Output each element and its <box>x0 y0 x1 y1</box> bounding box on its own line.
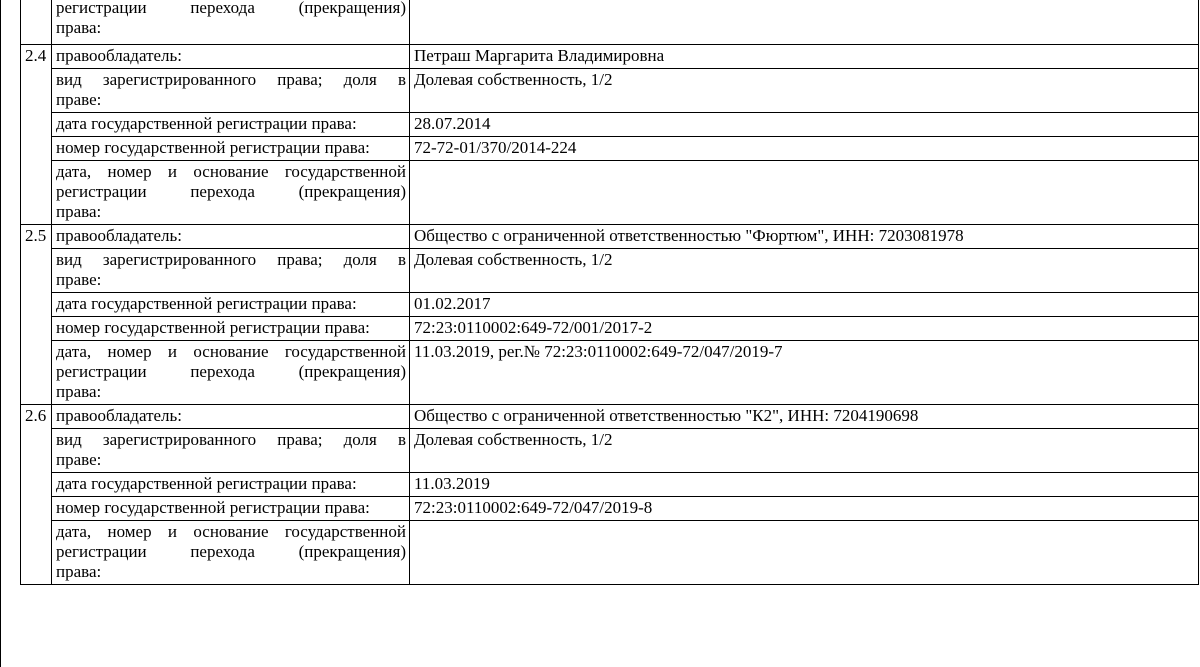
right-kind-label-line: вид зарегистрированного права; доля в <box>56 70 406 89</box>
registration-date-label: дата государственной регистрации права: <box>52 293 410 317</box>
transfer-label <box>52 341 410 405</box>
table-row <box>21 113 1199 137</box>
table-row <box>21 249 1199 293</box>
transfer-label-line: регистрации перехода (прекращения) <box>56 542 406 561</box>
holder-value: Петраш Маргарита Владимировна <box>410 45 1199 69</box>
right-kind-value: Долевая собственность, 1/2 <box>410 249 1199 293</box>
section-number: 2.6 <box>21 405 52 585</box>
transfer-label-line: дата, номер и основание государственной <box>56 342 406 361</box>
transfer-label-line: права: <box>56 382 102 401</box>
holder-value: Общество с ограниченной ответственностью "Фюртюм", ИНН: 7203081978 <box>410 225 1199 249</box>
table-row <box>21 473 1199 497</box>
registration-number-value: 72:23:0110002:649-72/047/2019-8 <box>410 497 1199 521</box>
right-kind-label-line: праве: <box>56 270 102 289</box>
right-kind-label <box>52 429 410 473</box>
right-kind-label-line: вид зарегистрированного права; доля в <box>56 430 406 449</box>
registration-date-value: 11.03.2019 <box>410 473 1199 497</box>
table-row <box>21 405 1199 429</box>
registration-number-label: номер государственной регистрации права: <box>52 137 410 161</box>
right-kind-label <box>52 69 410 113</box>
transfer-label-line: регистрации перехода (прекращения) <box>56 0 406 17</box>
table-row <box>21 429 1199 473</box>
registration-date-label: дата государственной регистрации права: <box>52 113 410 137</box>
rights-holders-table <box>20 0 1199 585</box>
registration-number-label: номер государственной регистрации права: <box>52 497 410 521</box>
transfer-value: 11.03.2019, рег.№ 72:23:0110002:649-72/047/2019-7 <box>410 341 1199 405</box>
transfer-label-line: дата, номер и основание государственной <box>56 522 406 541</box>
transfer-label-cell <box>52 0 410 45</box>
right-kind-value: Долевая собственность, 1/2 <box>410 429 1199 473</box>
right-kind-label-line: праве: <box>56 450 102 469</box>
table-row <box>21 341 1199 405</box>
table-row <box>21 497 1199 521</box>
holder-value: Общество с ограниченной ответственностью "К2", ИНН: 7204190698 <box>410 405 1199 429</box>
holder-label: правообладатель: <box>52 405 410 429</box>
transfer-label <box>52 161 410 225</box>
table-row <box>21 69 1199 113</box>
registration-date-label: дата государственной регистрации права: <box>52 473 410 497</box>
right-kind-label-line: праве: <box>56 90 102 109</box>
transfer-label-line: права: <box>56 202 102 221</box>
page-left-border <box>0 0 1 667</box>
section-number: 2.4 <box>21 45 52 225</box>
transfer-label <box>52 521 410 585</box>
row-number-cell <box>21 0 52 45</box>
registration-date-value: 28.07.2014 <box>410 113 1199 137</box>
registration-number-value: 72:23:0110002:649-72/001/2017-2 <box>410 317 1199 341</box>
right-kind-value: Долевая собственность, 1/2 <box>410 69 1199 113</box>
transfer-value-cell <box>410 0 1199 45</box>
table-row <box>21 521 1199 585</box>
holder-label: правообладатель: <box>52 225 410 249</box>
section-number: 2.5 <box>21 225 52 405</box>
table-row <box>21 45 1199 69</box>
table-row <box>21 137 1199 161</box>
transfer-value <box>410 161 1199 225</box>
table-row <box>21 161 1199 225</box>
transfer-value <box>410 521 1199 585</box>
transfer-label-line: права: <box>56 18 102 37</box>
registration-date-value: 01.02.2017 <box>410 293 1199 317</box>
table-row <box>21 0 1199 45</box>
right-kind-label <box>52 249 410 293</box>
table-row <box>21 225 1199 249</box>
table-row <box>21 317 1199 341</box>
registration-number-value: 72-72-01/370/2014-224 <box>410 137 1199 161</box>
table-row <box>21 293 1199 317</box>
transfer-label-line: регистрации перехода (прекращения) <box>56 182 406 201</box>
transfer-label-line: дата, номер и основание государственной <box>56 162 406 181</box>
right-kind-label-line: вид зарегистрированного права; доля в <box>56 250 406 269</box>
transfer-label-line: права: <box>56 562 102 581</box>
holder-label: правообладатель: <box>52 45 410 69</box>
transfer-label-line: регистрации перехода (прекращения) <box>56 362 406 381</box>
registration-number-label: номер государственной регистрации права: <box>52 317 410 341</box>
